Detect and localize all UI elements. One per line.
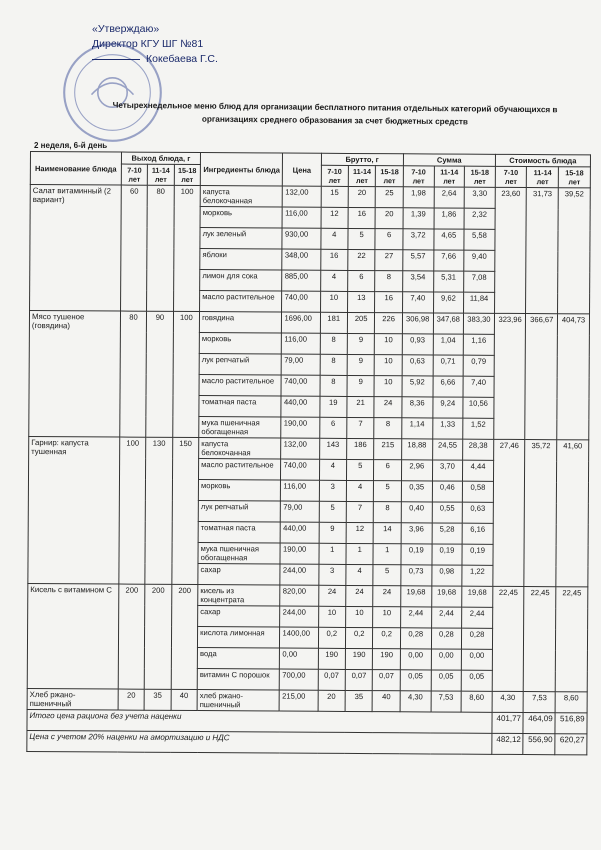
header-sum-age-3: 15-18 лет	[464, 166, 495, 187]
ingredient-brutto: 27	[375, 250, 403, 271]
ingredient-brutto: 12	[321, 207, 349, 228]
dish-cost: 41,60	[556, 440, 589, 587]
dish-name: Кисель с витамином С	[27, 583, 118, 689]
dish-output: 100	[173, 185, 200, 311]
ingredient-sum: 0,79	[463, 355, 494, 376]
ingredient-name: масло растительное	[199, 459, 282, 481]
ingredient-name: капуста белокочанная	[199, 438, 282, 460]
ingredient-price: 244,00	[280, 564, 318, 585]
header-sum-age-1: 7-10 лет	[403, 166, 434, 187]
ingredient-brutto: 10	[318, 606, 346, 627]
title-line-2: организациях среднего образования за счет бюджетных средств	[201, 114, 469, 127]
dish-cost: 23,60	[494, 187, 526, 313]
total-value: 464,09	[523, 713, 555, 734]
ingredient-brutto: 22	[348, 249, 376, 270]
ingredient-sum: 1,98	[403, 187, 434, 208]
ingredient-sum: 0,93	[402, 334, 433, 355]
ingredient-sum: 1,16	[463, 334, 494, 355]
dish-output: 100	[119, 437, 146, 584]
ingredient-price: 740,00	[281, 459, 319, 480]
ingredient-price: 132,00	[283, 186, 321, 207]
ingredient-sum: 0,98	[431, 565, 462, 586]
ingredient-sum: 1,52	[463, 418, 494, 439]
ingredient-sum: 7,40	[463, 376, 494, 397]
ingredient-sum: 4,30	[400, 691, 431, 712]
ingredient-sum: 8,60	[461, 691, 492, 712]
ingredient-price: 740,00	[282, 291, 320, 312]
ingredient-price: 116,00	[282, 333, 320, 354]
ingredient-sum: 19,68	[462, 586, 493, 607]
signature-line	[92, 59, 140, 60]
ingredient-name: морковь	[200, 207, 283, 229]
dish-cost: 404,73	[557, 314, 590, 440]
ingredient-name: лук репчатый	[198, 501, 281, 523]
ingredient-sum: 2,44	[431, 607, 462, 628]
header-cost: Стоимость блюда	[495, 154, 590, 167]
ingredient-sum: 0,55	[432, 502, 463, 523]
ingredient-sum: 0,35	[401, 481, 432, 502]
ingredient-brutto: 3	[319, 480, 347, 501]
ingredient-sum: 3,54	[403, 271, 434, 292]
dish-name: Мясо тушеное (говядина)	[29, 311, 121, 438]
dish-name: Гарнир: капуста тушенная	[28, 436, 120, 584]
ingredient-brutto: 1	[318, 543, 346, 564]
ingredient-name: томатная паста	[199, 396, 282, 418]
dish-cost: 22,45	[555, 587, 587, 692]
ingredient-brutto: 5	[348, 228, 376, 249]
ingredient-price: 930,00	[282, 228, 320, 249]
ingredient-brutto: 25	[376, 187, 404, 208]
ingredient-brutto: 215	[374, 439, 402, 460]
ingredient-sum: 6,16	[462, 523, 493, 544]
ingredient-name: сахар	[198, 564, 281, 586]
ingredient-brutto: 5	[346, 459, 374, 480]
ingredient-sum: 28,38	[463, 439, 494, 460]
ingredient-sum: 3,72	[403, 229, 434, 250]
ingredient-sum: 1,39	[403, 208, 434, 229]
ingredient-sum: 0,28	[462, 628, 493, 649]
ingredient-name: морковь	[199, 333, 282, 355]
ingredient-sum: 0,19	[401, 544, 432, 565]
ingredient-sum: 347,68	[433, 313, 464, 334]
dish-cost: 366,67	[525, 314, 557, 440]
ingredient-price: 740,00	[281, 375, 319, 396]
ingredient-brutto: 186	[347, 438, 375, 459]
ingredient-brutto: 8	[320, 333, 348, 354]
ingredient-sum: 5,92	[402, 376, 433, 397]
ingredient-sum: 0,19	[432, 544, 463, 565]
ingredient-brutto: 3	[318, 564, 346, 585]
total-row	[27, 730, 587, 754]
ingredient-sum: 0,00	[461, 649, 492, 670]
header-dish: Наименование блюда	[30, 152, 121, 186]
ingredient-sum: 1,14	[402, 418, 433, 439]
ingredient-sum: 383,30	[464, 313, 495, 334]
ingredient-name: кислота лимонная	[198, 627, 281, 649]
ingredient-name: мука пшеничная обогащенная	[198, 543, 281, 565]
ingredient-name: говядина	[199, 312, 282, 334]
ingredient-sum: 7,53	[431, 691, 462, 712]
ingredient-brutto: 143	[319, 438, 347, 459]
ingredient-price: 0,00	[280, 648, 318, 669]
ingredient-brutto: 4	[320, 270, 348, 291]
ingredient-brutto: 4	[346, 564, 374, 585]
ingredient-sum: 9,40	[464, 250, 495, 271]
ingredient-price: 190,00	[281, 417, 319, 438]
header-brutto-age-1: 7-10 лет	[321, 165, 349, 186]
ingredient-name: сахар	[198, 606, 281, 628]
ingredient-brutto: 16	[348, 207, 376, 228]
ingredient-price: 132,00	[281, 438, 319, 459]
ingredient-sum: 0,40	[401, 502, 432, 523]
ingredient-brutto: 5	[373, 565, 401, 586]
dish-output: 80	[147, 185, 174, 311]
ingredient-sum: 2,64	[434, 187, 465, 208]
header-price: Цена	[283, 153, 321, 186]
ingredient-brutto: 6	[374, 460, 402, 481]
ingredient-sum: 7,66	[433, 250, 464, 271]
ingredient-brutto: 10	[374, 376, 402, 397]
dish-output: 40	[171, 689, 198, 710]
ingredient-brutto: 0,07	[373, 670, 401, 691]
table-row	[29, 436, 589, 460]
total-value: 482,12	[492, 733, 524, 754]
ingredient-price: 885,00	[282, 270, 320, 291]
table-row	[30, 185, 590, 209]
ingredient-brutto: 9	[319, 522, 347, 543]
ingredient-sum: 18,88	[402, 439, 433, 460]
ingredient-sum: 7,08	[464, 271, 495, 292]
ingredient-sum: 6,66	[433, 376, 464, 397]
ingredient-brutto: 16	[375, 292, 403, 313]
header-sum: Сумма	[403, 154, 495, 167]
ingredient-sum: 19,68	[431, 586, 462, 607]
ingredient-brutto: 0,2	[318, 627, 346, 648]
header-brutto-age-2: 11-14 лет	[348, 165, 376, 186]
header-output: Выход блюда, г	[121, 152, 200, 164]
ingredient-sum: 10,56	[463, 397, 494, 418]
ingredient-sum: 0,71	[433, 355, 464, 376]
ingredient-brutto: 16	[320, 249, 348, 270]
dish-name: Салат витаминный (2 вариант)	[30, 185, 122, 312]
header-cost-age-1: 7-10 лет	[495, 166, 527, 187]
ingredient-sum: 8,36	[402, 397, 433, 418]
ingredient-price: 215,00	[280, 690, 318, 711]
ingredient-price: 79,00	[282, 354, 320, 375]
ingredient-brutto: 24	[373, 586, 401, 607]
ingredient-brutto: 20	[375, 208, 403, 229]
ingredient-name: морковь	[198, 480, 281, 502]
ingredient-brutto: 14	[374, 523, 402, 544]
ingredient-brutto: 15	[321, 186, 349, 207]
ingredient-name: лук зеленый	[200, 228, 283, 250]
approval-position: Директор КГУ ШГ №81	[92, 38, 204, 50]
ingredient-brutto: 205	[347, 312, 375, 333]
ingredient-brutto: 226	[375, 313, 403, 334]
ingredient-name: вода	[197, 648, 280, 670]
dish-cost: 323,96	[494, 313, 526, 439]
total-value: 620,27	[555, 734, 587, 755]
header-output-age-3: 15-18 лет	[174, 164, 201, 185]
ingredient-sum: 0,28	[400, 628, 431, 649]
approval-name: Кокебаева Г.С.	[146, 53, 218, 65]
ingredient-brutto: 0,07	[345, 669, 373, 690]
dish-output: 200	[118, 584, 145, 689]
ingredient-sum: 4,44	[463, 460, 494, 481]
header-cost-age-2: 11-14 лет	[527, 167, 559, 188]
ingredient-sum: 11,84	[464, 292, 495, 313]
table-row	[28, 583, 588, 607]
ingredient-price: 79,00	[281, 501, 319, 522]
ingredient-brutto: 13	[347, 291, 375, 312]
ingredient-brutto: 4	[319, 459, 347, 480]
ingredient-price: 440,00	[281, 396, 319, 417]
ingredient-brutto: 19	[319, 396, 347, 417]
total-value: 401,77	[492, 712, 524, 733]
dish-output: 130	[145, 437, 172, 584]
ingredient-name: лимон для сока	[200, 270, 283, 292]
ingredient-price: 1400,00	[280, 627, 318, 648]
ingredient-brutto: 190	[345, 648, 373, 669]
total-value: 556,90	[523, 734, 555, 755]
ingredient-sum: 0,05	[431, 670, 462, 691]
dish-output: 60	[120, 185, 147, 311]
ingredient-brutto: 8	[374, 418, 402, 439]
ingredient-sum: 7,40	[402, 292, 433, 313]
dish-cost: 8,60	[555, 692, 587, 713]
ingredient-brutto: 24	[318, 585, 346, 606]
ingredient-sum: 1,22	[462, 565, 493, 586]
ingredient-sum: 4,65	[433, 229, 464, 250]
ingredient-brutto: 190	[318, 648, 346, 669]
ingredient-sum: 0,00	[400, 649, 431, 670]
ingredient-name: мука пшеничная обогащенная	[199, 417, 282, 439]
ingredient-sum: 2,96	[401, 460, 432, 481]
ingredient-sum: 2,44	[401, 607, 432, 628]
ingredient-name: масло растительное	[200, 291, 283, 313]
header-brutto-age-3: 15-18 лет	[376, 166, 404, 187]
dish-name: Хлеб ржано-пшеничный	[27, 688, 118, 710]
header-cost-age-3: 15-18 лет	[558, 167, 590, 188]
ingredient-brutto: 10	[346, 606, 374, 627]
ingredient-price: 190,00	[280, 543, 318, 564]
ingredient-sum: 3,70	[432, 460, 463, 481]
dish-output: 20	[118, 689, 145, 710]
ingredient-name: капуста белокочанная	[200, 186, 283, 208]
ingredient-brutto: 10	[320, 291, 348, 312]
ingredient-sum: 2,32	[464, 208, 495, 229]
dish-cost: 39,52	[558, 188, 591, 314]
ingredient-sum: 0,05	[461, 670, 492, 691]
ingredient-brutto: 1	[346, 543, 374, 564]
ingredient-sum: 0,19	[462, 544, 493, 565]
ingredient-brutto: 7	[346, 501, 374, 522]
dish-output: 200	[144, 584, 171, 689]
menu-table	[26, 151, 591, 755]
ingredient-brutto: 40	[373, 691, 401, 712]
ingredient-sum: 1,04	[433, 334, 464, 355]
ingredient-price: 1696,00	[282, 312, 320, 333]
ingredient-brutto: 181	[320, 312, 348, 333]
ingredient-price: 700,00	[280, 669, 318, 690]
ingredient-name: томатная паста	[198, 522, 281, 544]
ingredient-name: масло растительное	[199, 375, 282, 397]
dish-cost: 4,30	[492, 691, 524, 712]
ingredient-brutto: 4	[320, 228, 348, 249]
ingredient-sum: 9,62	[433, 292, 464, 313]
day-label: 2 неделя, 6-й день	[34, 141, 108, 150]
ingredient-brutto: 0,2	[373, 628, 401, 649]
ingredient-brutto: 5	[319, 501, 347, 522]
table-row	[29, 311, 589, 335]
ingredient-name: лук репчатый	[199, 354, 282, 376]
dish-cost: 35,72	[524, 440, 557, 587]
ingredient-sum: 0,05	[400, 670, 431, 691]
ingredient-brutto: 6	[319, 417, 347, 438]
ingredient-price: 116,00	[283, 207, 321, 228]
ingredient-brutto: 4	[346, 480, 374, 501]
ingredient-brutto: 10	[373, 607, 401, 628]
dish-output: 80	[120, 311, 147, 437]
ingredient-sum: 5,58	[464, 229, 495, 250]
ingredient-brutto: 0,2	[345, 627, 373, 648]
ingredient-brutto: 8	[320, 375, 348, 396]
ingredient-sum: 0,63	[402, 355, 433, 376]
ingredient-sum: 2,44	[462, 607, 493, 628]
dish-cost: 22,45	[524, 587, 556, 692]
ingredient-price: 820,00	[280, 585, 318, 606]
ingredient-price: 348,00	[282, 249, 320, 270]
dish-cost: 27,46	[493, 439, 526, 586]
dish-output: 35	[144, 689, 171, 710]
ingredient-brutto: 8	[320, 354, 348, 375]
ingredient-sum: 5,57	[403, 250, 434, 271]
approval-block	[92, 22, 218, 67]
ingredient-brutto: 12	[346, 522, 374, 543]
dish-cost: 7,53	[524, 692, 556, 713]
ingredient-brutto: 8	[374, 502, 402, 523]
ingredient-brutto: 6	[375, 229, 403, 250]
ingredient-sum: 3,30	[464, 187, 495, 208]
menu-table-body	[27, 185, 590, 755]
ingredient-brutto: 9	[347, 375, 375, 396]
ingredient-price: 440,00	[281, 522, 319, 543]
ingredient-sum: 306,98	[402, 313, 433, 334]
ingredient-brutto: 7	[347, 417, 375, 438]
header-output-age-2: 11-14 лет	[148, 164, 175, 185]
ingredient-brutto: 9	[347, 333, 375, 354]
ingredient-sum: 0,63	[462, 502, 493, 523]
ingredient-sum: 0,46	[432, 481, 463, 502]
ingredient-brutto: 20	[318, 690, 346, 711]
ingredient-brutto: 35	[345, 690, 373, 711]
header-ingredients: Ингредиенты блюда	[200, 153, 283, 187]
ingredient-brutto: 0,07	[318, 669, 346, 690]
total-label: Итого цена рациона без учета наценки	[27, 709, 492, 733]
ingredient-sum: 5,31	[433, 271, 464, 292]
ingredient-brutto: 24	[346, 585, 374, 606]
ingredient-brutto: 10	[375, 355, 403, 376]
header-sum-age-2: 11-14 лет	[434, 166, 465, 187]
dish-output: 150	[172, 437, 199, 584]
total-label: Цена с учетом 20% наценки на амортизацию и НДС	[27, 730, 492, 754]
ingredient-name: витамин С порошок	[197, 669, 280, 691]
ingredient-brutto: 10	[375, 334, 403, 355]
ingredient-brutto: 6	[348, 270, 376, 291]
ingredient-sum: 0,00	[431, 649, 462, 670]
ingredient-brutto: 20	[348, 186, 376, 207]
ingredient-sum: 9,24	[432, 397, 463, 418]
ingredient-brutto: 21	[347, 396, 375, 417]
ingredient-name: яблоки	[200, 249, 283, 271]
ingredient-sum: 3,96	[401, 523, 432, 544]
ingredient-sum: 5,28	[432, 523, 463, 544]
dish-cost: 31,73	[526, 188, 558, 314]
ingredient-sum: 0,28	[431, 628, 462, 649]
header-output-age-1: 7-10 лет	[121, 164, 148, 185]
dish-output: 100	[172, 311, 199, 437]
document-title	[105, 99, 565, 130]
ingredient-sum: 1,33	[432, 418, 463, 439]
approval-line: «Утверждаю»	[92, 23, 160, 35]
ingredient-brutto: 8	[375, 271, 403, 292]
dish-cost: 22,45	[492, 586, 524, 691]
ingredient-sum: 1,86	[434, 208, 465, 229]
ingredient-brutto: 5	[374, 481, 402, 502]
ingredient-brutto: 1	[373, 544, 401, 565]
title-line-1: Четырехнедельное меню блюд для организации бесплатного питания отдельных категорий обучающихся в	[112, 100, 558, 115]
ingredient-brutto: 24	[374, 397, 402, 418]
header-brutto: Брутто, г	[321, 153, 403, 166]
dish-output: 90	[146, 311, 173, 437]
ingredient-price: 244,00	[280, 606, 318, 627]
ingredient-sum: 0,73	[401, 565, 432, 586]
total-value: 516,89	[555, 713, 587, 734]
ingredient-sum: 24,55	[432, 439, 463, 460]
dish-output: 200	[171, 584, 198, 689]
ingredient-name: кисель из концентрата	[198, 585, 281, 607]
ingredient-brutto: 9	[347, 354, 375, 375]
ingredient-name: хлеб ржано-пшеничный	[197, 690, 280, 712]
ingredient-sum: 19,68	[401, 586, 432, 607]
ingredient-sum: 0,58	[463, 481, 494, 502]
ingredient-price: 116,00	[281, 480, 319, 501]
ingredient-brutto: 190	[373, 649, 401, 670]
